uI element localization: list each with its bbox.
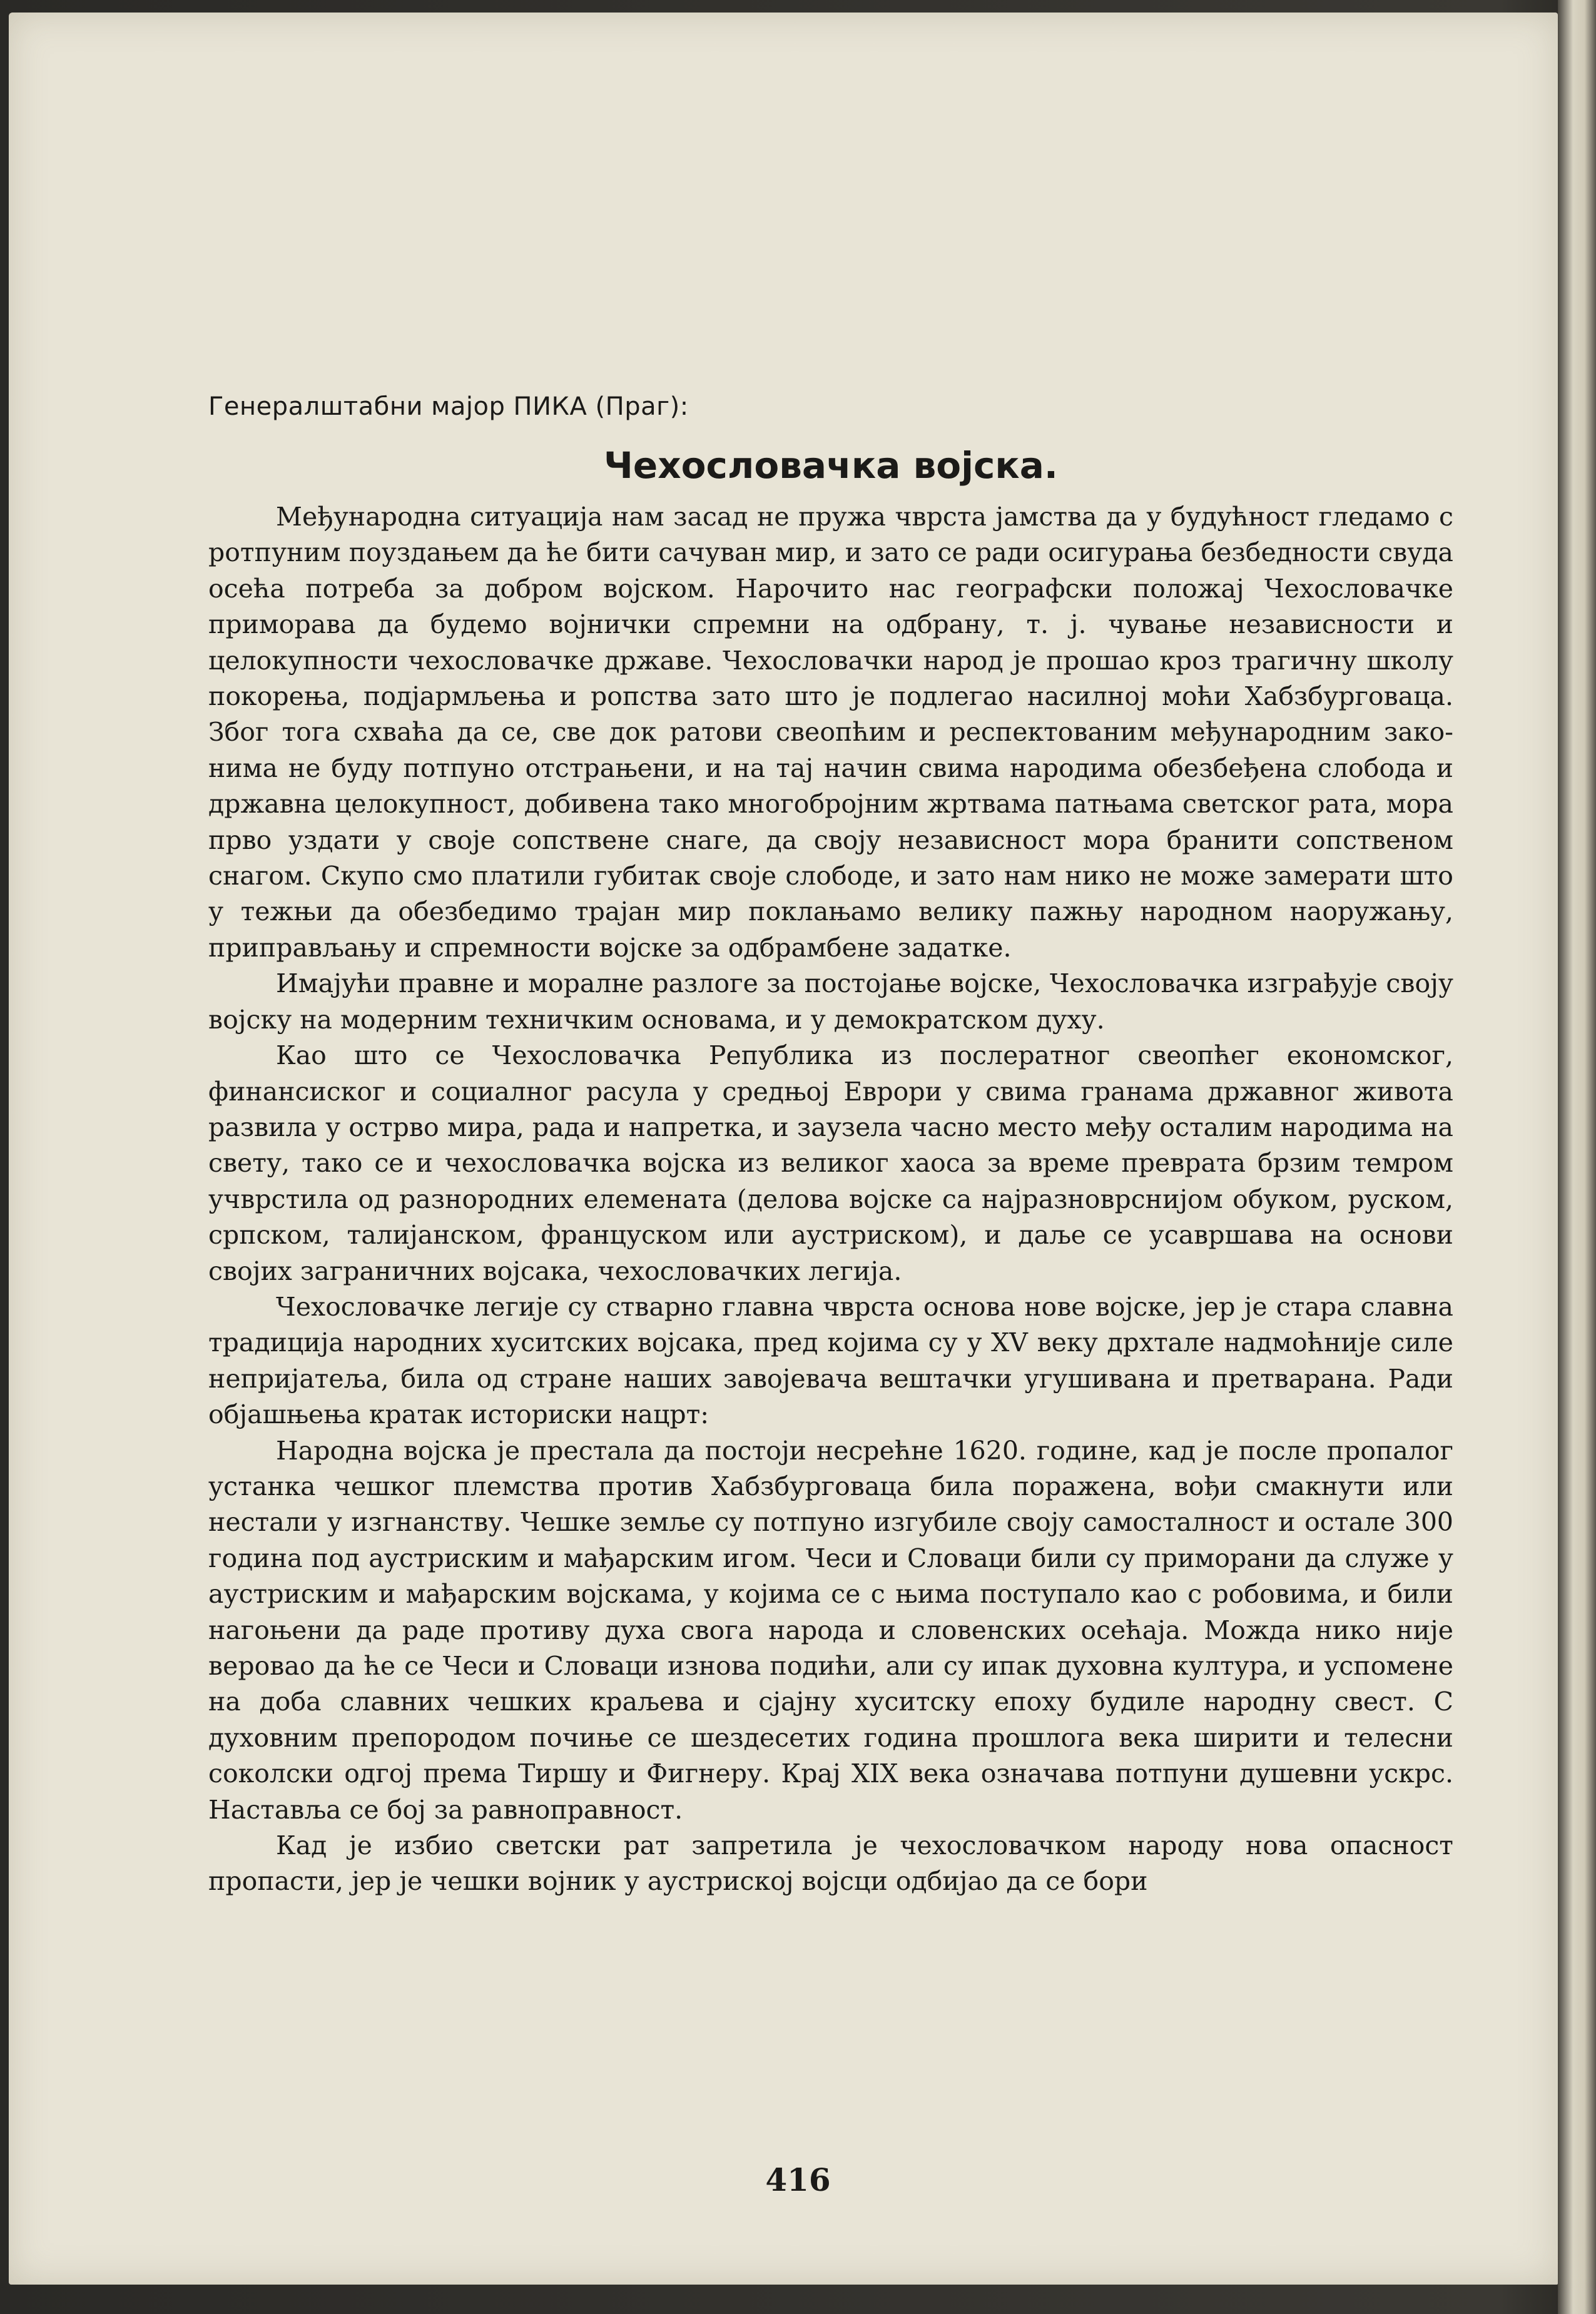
paragraph-5: Народна војска је престала да постоји несрећне 1620. године, кад је после пропалог устанка чешког племства против Хабзбурговаца била поражена, вођи смакнути или нестали у изгнанству. Чешке земље су потпуно изгубиле своју самосталност и остале 300 година под аустриским и мађарским игом. Чеси и Словаци били су приморани да служе у аустриским и мађарским војскама, у којима се с њима поступало као с робовима, и били нагоњени да раде противу духа свога народа и словенских осећаја. Можда нико није веровао да ће се Чеси и Словаци изнова подићи, али су ипак духовна култура, и успомене на доба славних чешких краљева и сјајну хуситску епоху будиле народну свест. С духовним препородом почиње се шездесетих година прошлога века ширити и телесни соколски одгој према Тиршу и Фигнеру. Крај XIX века означава потпуни душевни ускрс. Наставља се бој за равноправност. (208, 1435, 1453, 1825)
article-content (208, 388, 1453, 1900)
paragraph-2: Имајући правне и моралне разлоге за постојање војске, Чехословачка изграђује своју војску на модерним техничким основама, и у демократском духу. (208, 968, 1453, 1035)
page-number: 416 (765, 2161, 831, 2198)
paragraph-4: Чехословачке легије су стварно главна чврста основа нове војске, јер је стара славна традиција народних хуситских војсака, пред којима су у XV веку дрхтале надмоћније силе непријатеља, била од стране наших завојевача вештачки угушивана и претварана. Ради објашњења кратак историски нацрт: (208, 1291, 1453, 1430)
book-page-edge (1558, 0, 1596, 2314)
article-title: Чехословачка војска. (604, 444, 1058, 487)
paragraph-6: Кад је избио светски рат запретила је чехословачком народу нова опасност пропасти, јер је чешки војник у аустриској војсци одбијао да се бори (208, 1830, 1453, 1897)
paragraph-1: Међународна ситуација нам засад не пружа чврста јамства да у будућност гледамо с ротпуним поуздањем да ће бити сачуван мир, и зато се ради осигурања безбедности свуда осећа потреба за добром војском. Нарочито нас географски положај Чехословачке приморава да будемо војнички спремни на одбрану, т. ј. чување независности и целокупности чехословачке државе. Чехословачки народ је прошао кроз трагичну школу покорења, подјармљења и ропства зато што је подлегао насилној моћи Хабзбурговаца. Због тога схваћа да се, све док ратови свеопћим и респектованим међународним законима не буду потпуно отстрањени, и на тај начин свима народима обезбеђена слобода и државна целокупност, добивена тако многобројним жртвама патњама светског рата, мора прво уздати у своје сопствене снаге, да своју независност мора бранити сопственом снагом. Скупо смо платили губитак своје слободе, и зато нам нико не може замерати што у тежњи да обезбедимо трајан мир поклањамо велику пажњу народном наоружању, приправљању и спремности војске за одбрамбене задатке. (208, 502, 1453, 963)
author-line: Генералштабни мајор ПИКА (Праг): (208, 392, 689, 421)
paragraph-3: Као што се Чехословачка Република из послератног свеопћег економског, финансиског и социалног расула у средњој Еврори у свима гранама државног живота развила у острво мира, рада и напретка, и заузела часно место међу осталим народима на свету, тако се и чехословачка војска из великог хаоса за време преврата брзим темром учврстила од разнородних елемената (делова војске са најразноврснијом обуком, руском, српском, талијанском, француском или аустриском), и даље се усавршава на основи својих заграничних војсака, чехословачких легија. (208, 1040, 1453, 1286)
